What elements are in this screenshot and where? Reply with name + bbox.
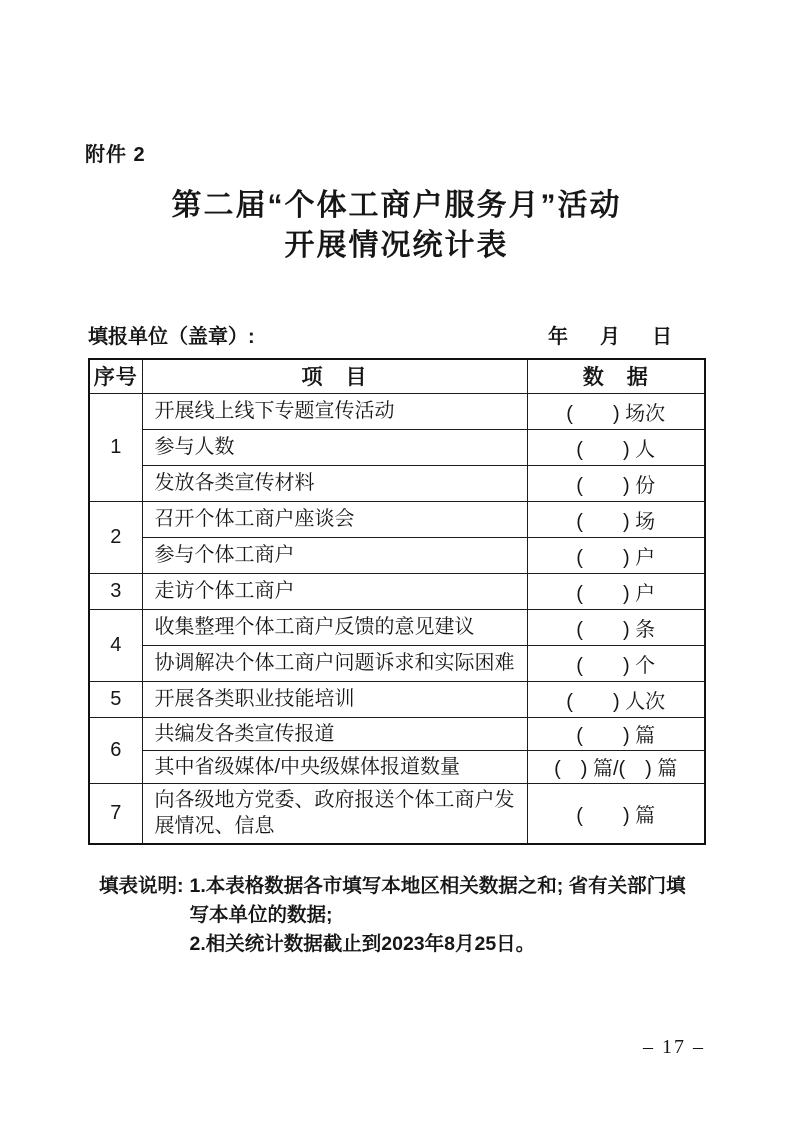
form-meta-row [88, 320, 704, 349]
table-row [89, 573, 705, 609]
data-cell: ( ) 场 [527, 501, 705, 537]
page-number: – 17 – [643, 1036, 705, 1058]
table-row [89, 501, 705, 537]
item-cell: 其中省级媒体/中央级媒体报道数量 [142, 750, 527, 783]
row-index-cell: 3 [89, 573, 142, 609]
notes-label: 填表说明: [99, 875, 184, 897]
data-cell: ( ) 份 [527, 465, 705, 501]
data-cell: ( ) 场次 [527, 393, 705, 429]
item-cell: 向各级地方党委、政府报送个体工商户发展情况、信息 [142, 783, 527, 844]
item-cell: 收集整理个体工商户反馈的意见建议 [142, 609, 527, 645]
attachment-label: 附件 2 [85, 144, 146, 166]
note-item: 2.相关统计数据截止到2023年8月25日。 [189, 933, 536, 955]
data-cell: ( ) 篇 [527, 717, 705, 750]
item-cell: 协调解决个体工商户问题诉求和实际困难 [142, 645, 527, 681]
table-header-row [89, 359, 705, 393]
row-index-cell: 7 [89, 783, 142, 844]
row-index-cell: 5 [89, 681, 142, 717]
header-data: 数 据 [527, 359, 705, 393]
table-row [89, 717, 705, 750]
note-item: 1.本表格数据各市填写本地区相关数据之和; 省有关部门填写本单位的数据; [189, 875, 686, 926]
table-row [89, 465, 705, 501]
data-cell: ( ) 人 [527, 429, 705, 465]
item-cell: 发放各类宣传材料 [142, 465, 527, 501]
data-cell: ( ) 户 [527, 573, 705, 609]
table-row [89, 645, 705, 681]
table-row [89, 537, 705, 573]
form-unit-label: 填报单位（盖章）: [88, 326, 255, 348]
item-cell: 参与个体工商户 [142, 537, 527, 573]
statistics-table [88, 358, 706, 845]
header-index: 序号 [89, 359, 142, 393]
item-cell: 召开个体工商户座谈会 [142, 501, 527, 537]
data-cell: ( ) 条 [527, 609, 705, 645]
row-index-cell: 6 [89, 717, 142, 783]
title-line-2: 开展情况统计表 [284, 229, 509, 262]
table-row [89, 681, 705, 717]
data-cell: ( ) 人次 [527, 681, 705, 717]
table-row [89, 750, 705, 783]
item-cell: 开展各类职业技能培训 [142, 681, 527, 717]
data-cell: ( ) 篇 [527, 783, 705, 844]
table-row [89, 393, 705, 429]
item-cell: 开展线上线下专题宣传活动 [142, 393, 527, 429]
header-item: 项 目 [142, 359, 527, 393]
row-index-cell: 1 [89, 393, 142, 501]
document-title [0, 186, 793, 266]
item-cell: 参与人数 [142, 429, 527, 465]
title-line-1: 第二届“个体工商户服务月”活动 [171, 189, 622, 222]
table-row [89, 429, 705, 465]
date-label: 年 月 日 [548, 326, 678, 348]
table-row [89, 609, 705, 645]
notes-body [190, 872, 700, 959]
row-index-cell: 2 [89, 501, 142, 573]
table-row [89, 783, 705, 844]
row-index-cell: 4 [89, 609, 142, 681]
form-notes [99, 872, 699, 959]
item-cell: 走访个体工商户 [142, 573, 527, 609]
data-cell: ( ) 个 [527, 645, 705, 681]
item-cell: 共编发各类宣传报道 [142, 717, 527, 750]
data-cell: ( ) 户 [527, 537, 705, 573]
data-cell: ( ) 篇/( ) 篇 [527, 750, 705, 783]
